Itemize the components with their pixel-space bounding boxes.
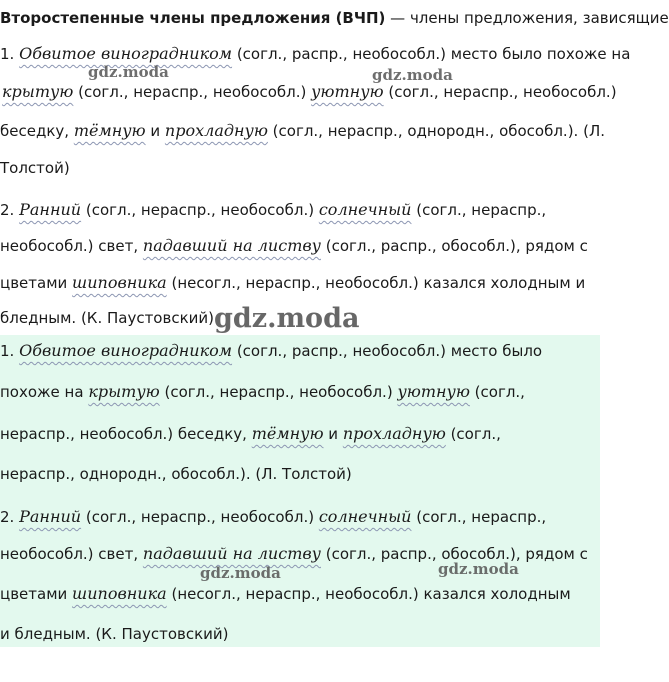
answer-1-line-3: нераспр., необособл.) беседку, тёмную и прохладную (согл.,: [0, 424, 501, 443]
definition-word: прохладную: [164, 121, 268, 140]
definition-word: шиповника: [72, 584, 167, 603]
definition-phrase: падавший на листву: [142, 236, 321, 255]
definition-word: Обвитое виноградником: [19, 44, 233, 63]
sentence-1-line-1: 1. Обвитое виноградником (согл., распр., необособл.) место было похоже на: [0, 44, 631, 63]
watermark: gdz.moda: [200, 564, 281, 582]
definition-word: крытую: [88, 382, 160, 401]
definition-word: солнечный: [318, 507, 412, 526]
answer-1-line-1: 1. Обвитое виноградником (согл., распр., необособл.) место было: [0, 341, 543, 360]
sentence-2-line-4: бледным. (К. Паустовский): [0, 309, 214, 327]
watermark: gdz.moda: [214, 303, 360, 334]
sentence-2-line-1: 2. Ранний (согл., нераспр., необособл.) солнечный (согл., нераспр.,: [0, 200, 547, 219]
definition-word: солнечный: [318, 200, 412, 219]
definition-term: Второстепенные члены предложения (ВЧП): [0, 9, 386, 27]
sentence-1-line-4: Толстой): [0, 159, 70, 177]
sentence-2-line-3: цветами шиповника (несогл., нераспр., необособл.) казался холодным и: [0, 273, 586, 292]
definition-word: Ранний: [19, 200, 82, 219]
watermark: gdz.moda: [438, 560, 519, 578]
sentence-2-line-2: необособл.) свет, падавший на листву (согл., распр., обособл.), рядом с: [0, 236, 588, 255]
definition-word: уютную: [397, 382, 470, 401]
answer-2-line-3: цветами шиповника (несогл., нераспр., необособл.) казался холодным: [0, 584, 571, 603]
watermark: gdz.moda: [372, 66, 453, 84]
answer-2-line-4: и бледным. (К. Паустовский): [0, 625, 229, 643]
definition-word: тёмную: [73, 121, 146, 140]
definition-word: прохладную: [342, 424, 446, 443]
definition-word: шиповника: [72, 273, 167, 292]
watermark: gdz.moda: [88, 63, 169, 81]
answer-2-line-1: 2. Ранний (согл., нераспр., необособл.) солнечный (согл., нераспр.,: [0, 507, 547, 526]
definition-phrase: падавший на листву: [142, 544, 321, 563]
definition-word: Обвитое виноградником: [19, 341, 233, 360]
answer-2-line-2: необособл.) свет, падавший на листву (согл., распр., обособл.), рядом с: [0, 544, 588, 563]
definition-word: тёмную: [251, 424, 324, 443]
definition-word: крытую: [2, 82, 74, 101]
answer-1-line-4: нераспр., однородн., обособл.). (Л. Толстой): [0, 465, 352, 483]
sentence-1-line-3: беседку, тёмную и прохладную (согл., нераспр., однородн., обособл.). (Л.: [0, 121, 605, 140]
definition-word: уютную: [311, 82, 384, 101]
sentence-1-line-2: крытую (согл., нераспр., необособл.) уютную (согл., нераспр., необособл.): [2, 82, 617, 101]
definition-word: Ранний: [19, 507, 82, 526]
definition-line: [0, 8, 669, 28]
definition-text: — члены предложения, зависящие: [385, 9, 669, 27]
answer-1-line-2: похоже на крытую (согл., нераспр., необособл.) уютную (согл.,: [0, 382, 525, 401]
